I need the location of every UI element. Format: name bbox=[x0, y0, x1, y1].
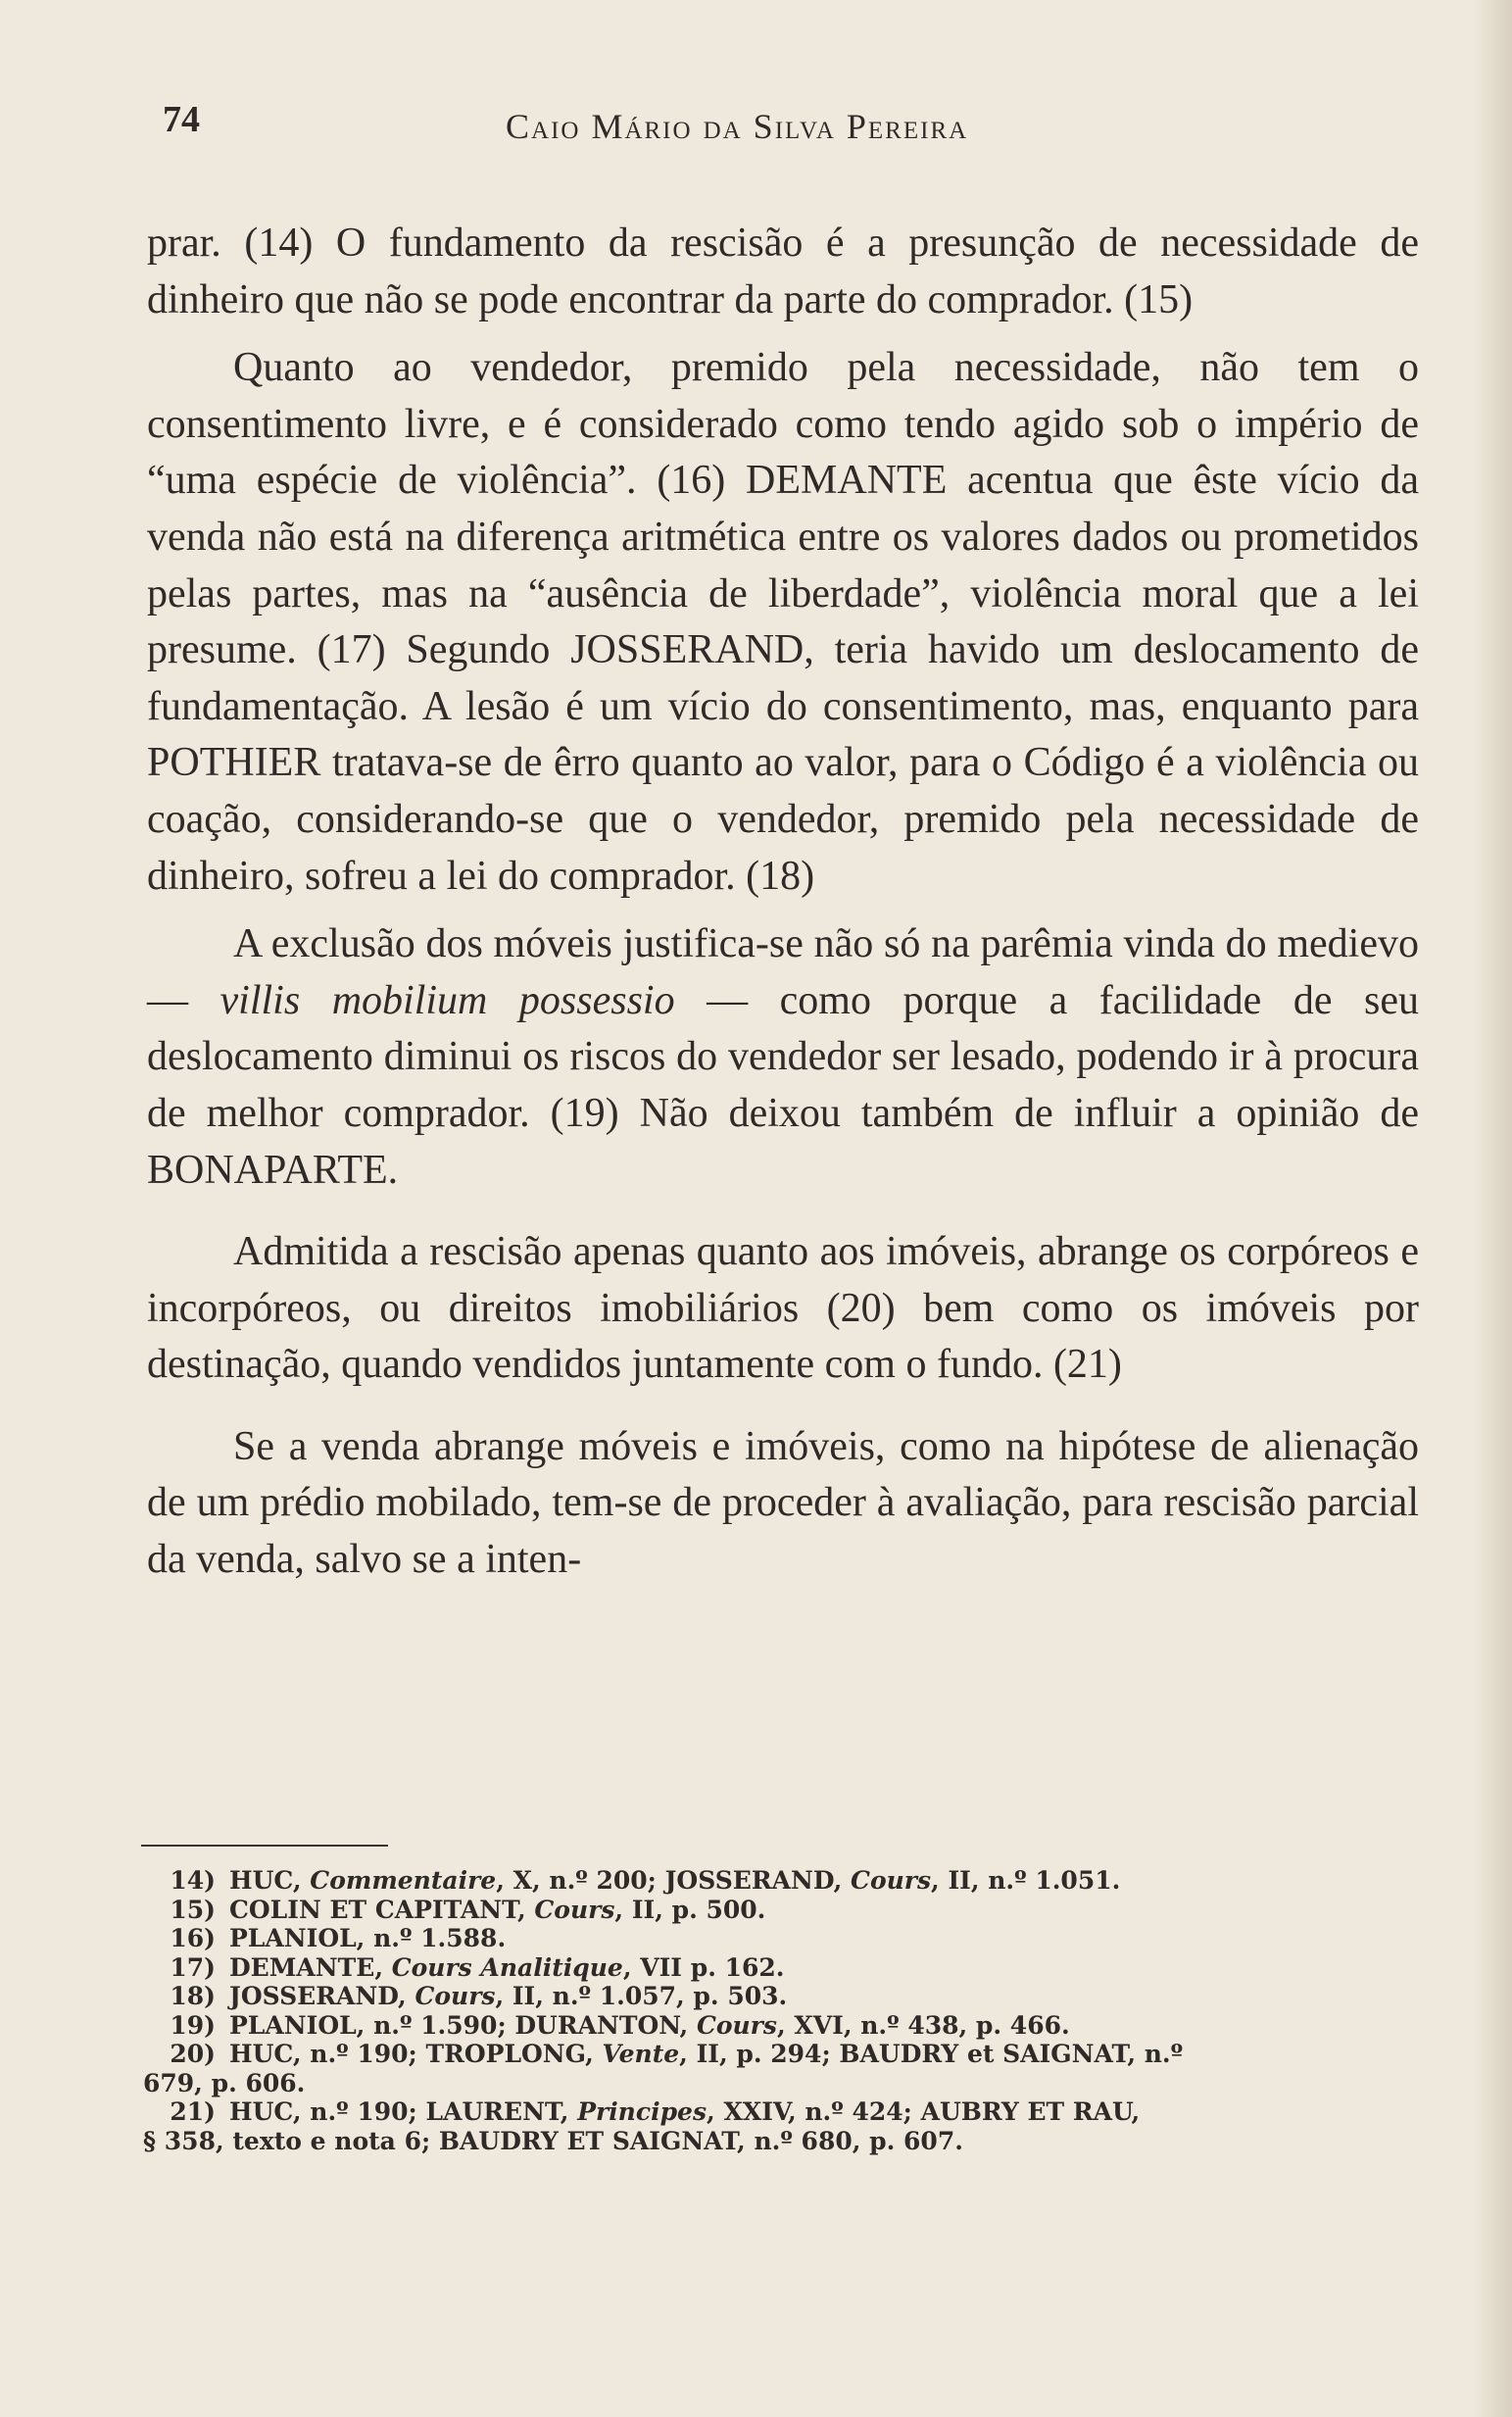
latin-phrase: villis mobilium possessio bbox=[219, 977, 675, 1023]
paragraph-5: Se a venda abrange móveis e imóveis, como na hipótese de alienação de um prédio mobilado, tem-se de proceder à avaliação, para rescisão parcial da venda, salvo se a inten- bbox=[147, 1423, 1419, 1583]
footnote-21: 21) HUC, n.º 190; LAURENT, Principes, XXIV, n.º 424; AUBRY ET RAU, bbox=[170, 2097, 1141, 2126]
footnote-19: 19) PLANIOL, n.º 1.590; DURANTON, Cours, XVI, n.º 438, p. 466. bbox=[170, 2010, 1070, 2040]
footnotes bbox=[143, 1866, 1397, 2155]
paragraph-1: prar. (14) O fundamento da rescisão é a presunção de necessidade de dinheiro que não se pode encontrar da parte do comprador. (15) bbox=[147, 221, 1419, 322]
paragraph-3-text-a: A exclusão dos móveis justifica-se não só na parêmia vinda do medievo — bbox=[147, 921, 1419, 1023]
body-text bbox=[147, 216, 1419, 1589]
running-head: Caio Mário da Silva Pereira bbox=[506, 107, 969, 146]
footnote-20-continuation: 679, p. 606. bbox=[143, 2068, 306, 2097]
page-edge-shadow bbox=[1473, 0, 1512, 2417]
paragraph-3-text-b: — como porque a facilidade de seu deslocamento diminui os riscos do vendedor ser lesado, podendo ir à procura de melhor comprador. (19) Não deixou também de influir a opinião de BONAPARTE. bbox=[147, 977, 1419, 1193]
footnote-17: 17) DEMANTE, Cours Analitique, VII p. 162. bbox=[170, 1952, 785, 1982]
paragraph-3 bbox=[147, 916, 1419, 1199]
footnote-15: 15) COLIN ET CAPITANT, Cours, II, p. 500. bbox=[170, 1895, 766, 1924]
footnote-16: 16) PLANIOL, n.º 1.588. bbox=[170, 1924, 507, 1952]
footnote-18: 18) JOSSERAND, Cours, II, n.º 1.057, p. 503. bbox=[170, 1982, 788, 2010]
page-header bbox=[163, 98, 1437, 157]
page-number: 74 bbox=[163, 99, 200, 140]
footnote-21-continuation: § 358, texto e nota 6; BAUDRY ET SAIGNAT, n.º 680, p. 607. bbox=[143, 2126, 963, 2155]
footnote-14: 14) HUC, Commentaire, X, n.º 200; JOSSERAND, Cours, II, n.º 1.051. bbox=[170, 1866, 1121, 1895]
footnote-rule bbox=[141, 1845, 388, 1847]
footnote-20: 20) HUC, n.º 190; TROPLONG, Vente, II, p. 294; BAUDRY et SAIGNAT, n.º bbox=[170, 2040, 1184, 2068]
paragraph-2: Quanto ao vendedor, premido pela necessidade, não tem o consentimento livre, e é considerado como tendo agido sob o império de “uma espécie de violência”. (16) DEMANTE acentua que êste vício da venda não está na diferença aritmética entre os valores dados ou prometidos pelas partes, mas na “ausência de liberdade”, violência moral que a lei presume. (17) Segundo JOSSERAND, teria havido um deslocamento de fundamentação. A lesão é um vício do consentimento, mas, enquanto para POTHIER tratava-se de êrro quanto ao valor, para o Código é a violência ou coação, considerando-se que o vendedor, premido pela necessidade de dinheiro, sofreu a lei do comprador. (18) bbox=[147, 345, 1419, 899]
paragraph-4: Admitida a rescisão apenas quanto aos imóveis, abrange os corpóreos e incorpóreos, ou direitos imobiliários (20) bem como os imóveis por destinação, quando vendidos juntamente com o fundo. (21) bbox=[147, 1229, 1419, 1388]
